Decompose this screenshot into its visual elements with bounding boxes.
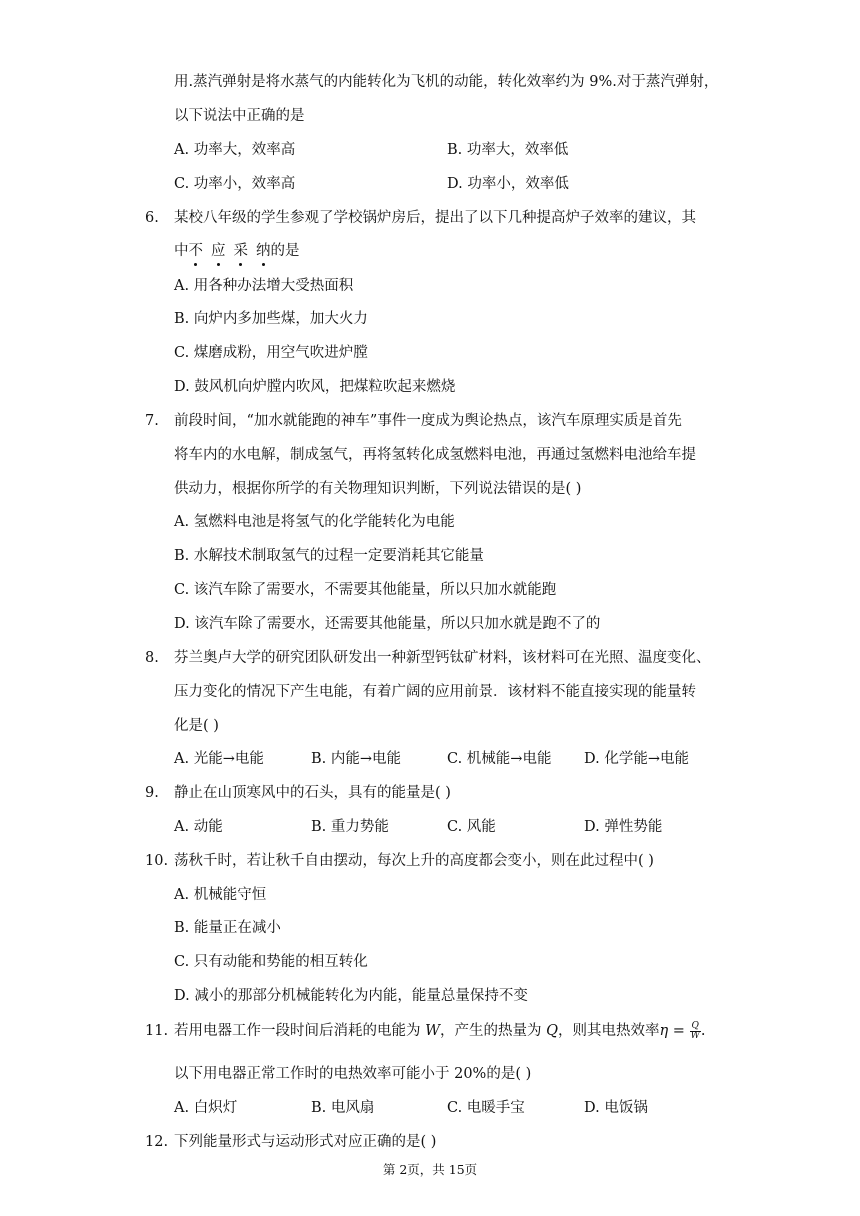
q11-option-c: C. 电暖手宝	[447, 1100, 525, 1116]
q8-option-c: C. 机械能→电能	[447, 751, 552, 767]
intro-option-d: D. 功率小，效率低	[447, 176, 569, 192]
q6-emph-3: 采	[233, 243, 248, 259]
intro-option-c: C. 功率小，效率高	[174, 176, 296, 192]
q11-option-d: D. 电饭锅	[584, 1100, 648, 1116]
q7-option-d: D. 该汽车除了需要水，还需要其他能量，所以只加水就是跑不了的	[174, 616, 601, 632]
q11-option-b: B. 电风扇	[311, 1100, 375, 1116]
q11-line-2: 以下用电器正常工作时的电热效率可能小于 20%的是( )	[174, 1066, 532, 1082]
q7-number: 7.	[145, 413, 159, 429]
q6-emph-4: 纳	[256, 243, 271, 259]
q7-option-a: A. 氢燃料电池是将氢气的化学能转化为电能	[174, 514, 455, 530]
q11-option-a: A. 白炽灯	[174, 1100, 238, 1116]
q9-option-b: B. 重力势能	[311, 819, 389, 835]
q11-text-a: 若用电器工作一段时间后消耗的电能为	[174, 1023, 426, 1039]
q11-fraction	[690, 1022, 701, 1041]
q11-text-c: ，则其电热效率	[558, 1023, 660, 1039]
q6-option-b: B. 向炉内多加些煤，加大火力	[174, 311, 368, 327]
q10-option-d: D. 减小的那部分机械能转化为内能，能量总量保持不变	[174, 988, 528, 1004]
q8-number: 8.	[145, 650, 159, 666]
q7-option-b: B. 水解技术制取氢气的过程一定要消耗其它能量	[174, 548, 484, 564]
q6-number: 6.	[145, 210, 159, 226]
q6-option-a: A. 用各种办法增大受热面积	[174, 278, 354, 294]
q11-line-end: .	[700, 1023, 706, 1039]
q8-line-2: 压力变化的情况下产生电能，有着广阔的应用前景．该材料不能直接实现的能量转	[174, 684, 696, 700]
intro-option-a: A. 功率大，效率高	[174, 142, 296, 158]
intro-line-2: 以下说法中正确的是	[174, 108, 305, 124]
q10-option-b: B. 能量正在减小	[174, 920, 281, 936]
q10-number: 10.	[145, 853, 169, 869]
q6-line-1: 某校八年级的学生参观了学校锅炉房后，提出了以下几种提高炉子效率的建议，其	[174, 210, 696, 226]
q6-option-c: C. 煤磨成粉，用空气吹进炉膛	[174, 345, 368, 361]
q11-line-1	[174, 1021, 705, 1041]
q8-option-a: A. 光能→电能	[174, 751, 264, 767]
q9-option-d: D. 弹性势能	[584, 819, 663, 835]
q8-line-3: 化是( )	[174, 718, 219, 734]
q10-option-a: A. 机械能守恒	[174, 887, 267, 903]
page-footer: 第 2页，共 15页	[382, 1162, 478, 1177]
q11-frac-denominator: W	[690, 1030, 700, 1041]
q11-var-w: W	[425, 1023, 441, 1039]
q10-option-c: C. 只有动能和势能的相互转化	[174, 954, 368, 970]
q11-eta: η =	[659, 1023, 685, 1039]
q7-line-1: 前段时间，“加水就能跑的神车”事件一度成为舆论热点，该汽车原理实质是首先	[174, 413, 682, 429]
q7-line-2: 将车内的水电解，制成氢气，再将氢转化成氢燃料电池，再通过氢燃料电池给车提	[174, 447, 696, 463]
q9-option-c: C. 风能	[447, 819, 496, 835]
q6-emph-1: 不	[188, 243, 203, 259]
q12-number: 12.	[145, 1134, 169, 1150]
q11-text-b: ，产生的热量为	[440, 1023, 547, 1039]
q9-line-1: 静止在山顶寒风中的石头，具有的能量是( )	[174, 785, 451, 801]
q11-number: 11.	[145, 1023, 169, 1039]
q6-line-2-suffix: 的是	[270, 243, 300, 259]
q6-emph-2: 应	[211, 243, 226, 259]
q8-option-b: B. 内能→电能	[311, 751, 402, 767]
q12-line-1: 下列能量形式与运动形式对应正确的是( )	[174, 1134, 437, 1150]
intro-line-1: 用.蒸汽弹射是将水蒸气的内能转化为飞机的动能，转化效率约为 9%.对于蒸汽弹射，	[174, 74, 719, 90]
q6-line-2-prefix: 中	[174, 243, 189, 259]
q10-line-1: 荡秋千时，若让秋千自由摆动，每次上升的高度都会变小，则在此过程中( )	[174, 853, 654, 869]
q11-var-q: Q	[546, 1023, 559, 1039]
q6-line-2	[174, 241, 300, 261]
q9-option-a: A. 动能	[174, 819, 223, 835]
intro-option-b: B. 功率大，效率低	[447, 142, 569, 158]
q7-line-3: 供动力，根据你所学的有关物理知识判断，下列说法错误的是( )	[174, 481, 582, 497]
q8-line-1: 芬兰奥卢大学的研究团队研发出一种新型钙钛矿材料，该材料可在光照、温度变化、	[174, 650, 711, 666]
q8-option-d: D. 化学能→电能	[584, 751, 689, 767]
q7-option-c: C. 该汽车除了需要水，不需要其他能量，所以只加水就能跑	[174, 582, 557, 598]
q6-option-d: D. 鼓风机向炉膛内吹风，把煤粒吹起来燃烧	[174, 379, 456, 395]
q11-frac-numerator: Q	[691, 1020, 699, 1031]
q9-number: 9.	[145, 785, 159, 801]
